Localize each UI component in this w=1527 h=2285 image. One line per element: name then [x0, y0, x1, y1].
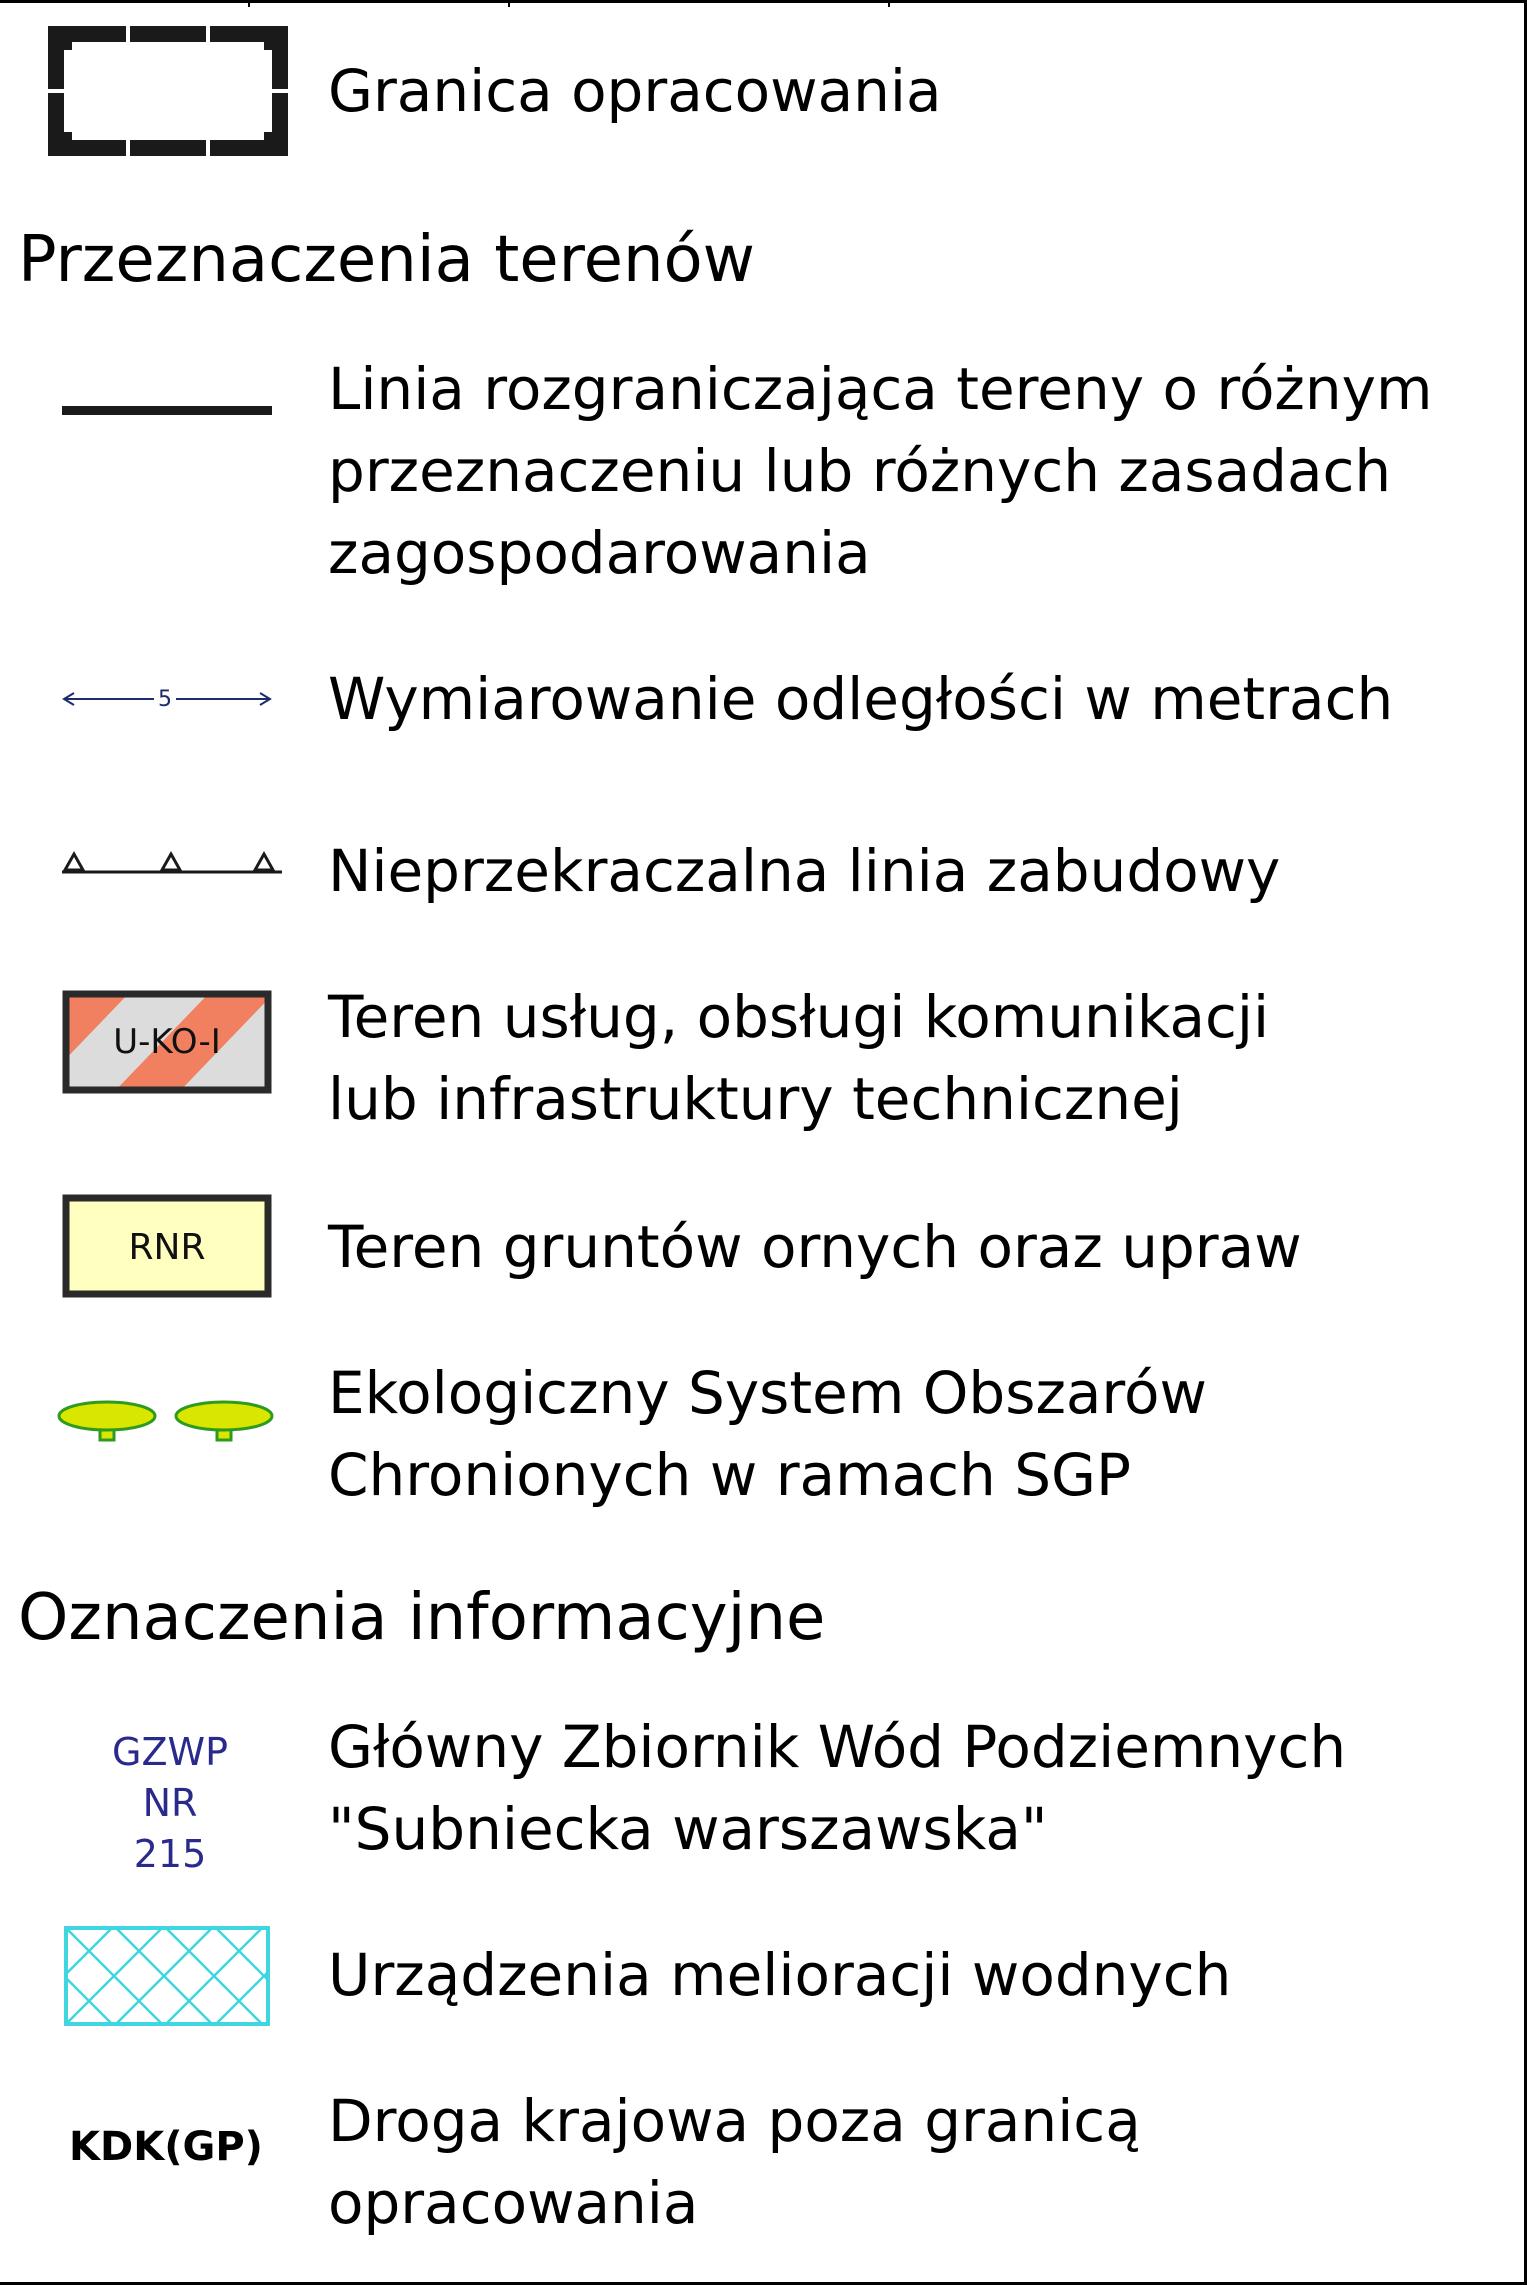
- aquifer-symbol-line: 215: [133, 1832, 207, 1876]
- legend-item-label: Droga krajowa poza granicą opracowania: [328, 2087, 1141, 2237]
- frame-tick: [508, 0, 510, 7]
- arable-land-code: RNR: [128, 1227, 206, 1268]
- road-code-symbol: KDK(GP): [69, 2124, 263, 2170]
- services-area-swatch-icon: [62, 990, 272, 1094]
- frame-tick: [888, 0, 890, 7]
- legend-item-label: Nieprzekraczalna linia zabudowy: [328, 837, 1281, 905]
- legend-item-label: Urządzenia melioracji wodnych: [328, 1941, 1232, 2009]
- drainage-hatch-icon: [64, 1926, 270, 2026]
- aquifer-symbol: [70, 1727, 270, 1880]
- tree-symbols-icon: [56, 1396, 278, 1452]
- dimension-value: 5: [158, 687, 172, 712]
- top-frame-edge: [0, 0, 1524, 3]
- aquifer-symbol-line: GZWP: [112, 1730, 228, 1774]
- legend-item-label: Wymiarowanie odległości w metrach: [328, 665, 1394, 733]
- land-use-section-title: Przeznaczenia terenów: [18, 223, 755, 297]
- legend-item-label: Ekologiczny System Obszarów Chronionych w ramach SGP: [328, 1359, 1207, 1509]
- study-boundary-icon: [48, 26, 288, 156]
- arable-land-swatch-icon: [62, 1194, 272, 1298]
- legend-item-label: Główny Zbiornik Wód Podziemnych "Subniecka warszawska": [328, 1713, 1347, 1863]
- legend-item-label: Teren usług, obsługi komunikacji lub infrastruktury technicznej: [328, 983, 1270, 1133]
- services-area-code: U-KO-I: [113, 1022, 221, 1062]
- legend-item-label: Linia rozgraniczająca tereny o różnym przeznaczeniu lub różnych zasadach zagospodarowania: [328, 355, 1433, 587]
- frame-tick: [248, 0, 250, 7]
- aquifer-symbol-line: NR: [142, 1781, 198, 1825]
- building-line-icon: [62, 846, 282, 876]
- info-section-title: Oznaczenia informacyjne: [18, 1581, 826, 1655]
- dimension-arrow-icon: [62, 684, 272, 714]
- study-boundary-label: Granica opracowania: [328, 57, 942, 125]
- legend-item-label: Teren gruntów ornych oraz upraw: [328, 1213, 1302, 1281]
- solid-line-icon: [62, 406, 272, 418]
